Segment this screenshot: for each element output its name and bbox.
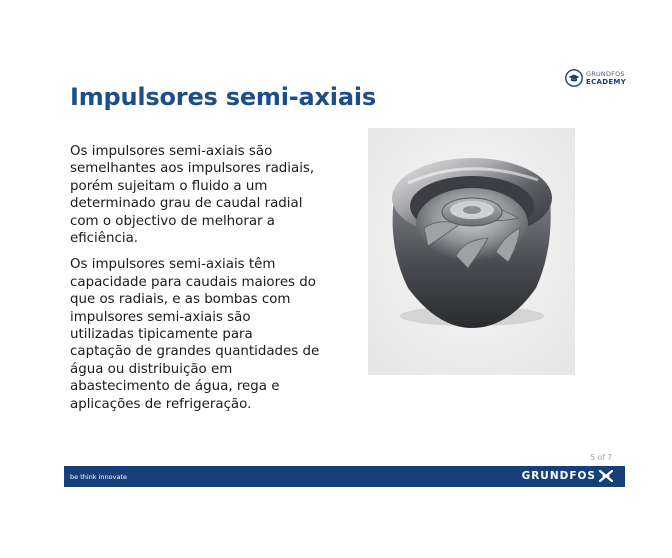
footer-bar — [64, 466, 625, 487]
graduation-cap-icon — [565, 69, 583, 87]
brand-wordmark: GRUNDFOS — [521, 470, 596, 482]
paragraph-2: Os impulsores semi-axiais têm capacidade para caudais maiores do que os radiais, e as bombas com impulsores semi-axiais são utilizadas tipicamente para captação de grandes quantidades de água ou distribuição em abastecimento de água, rega e aplicações de refrigeração. — [70, 257, 320, 412]
logo-line-grundfos: GRUNDFOS — [586, 70, 625, 78]
paragraph-1: Os impulsores semi-axiais são semelhantes aos impulsores radiais, porém sujeitam o fluido a um determinado grau de caudal radial com o objectivo de melhorar a eficiência. — [70, 144, 315, 247]
grundfos-brand-logo — [522, 470, 613, 482]
logo-line-ecademy: ECADEMY — [586, 78, 627, 86]
grundfos-x-icon — [599, 470, 613, 482]
impeller-illustration — [368, 128, 575, 375]
page-indicator: 5 of 7 — [590, 453, 612, 462]
slide-title: Impulsores semi-axiais — [70, 83, 376, 111]
footer-tagline: be think innovate — [70, 473, 128, 481]
slide-body — [70, 143, 370, 422]
impeller-photo — [368, 128, 575, 375]
grundfos-ecademy-logo — [565, 69, 626, 87]
